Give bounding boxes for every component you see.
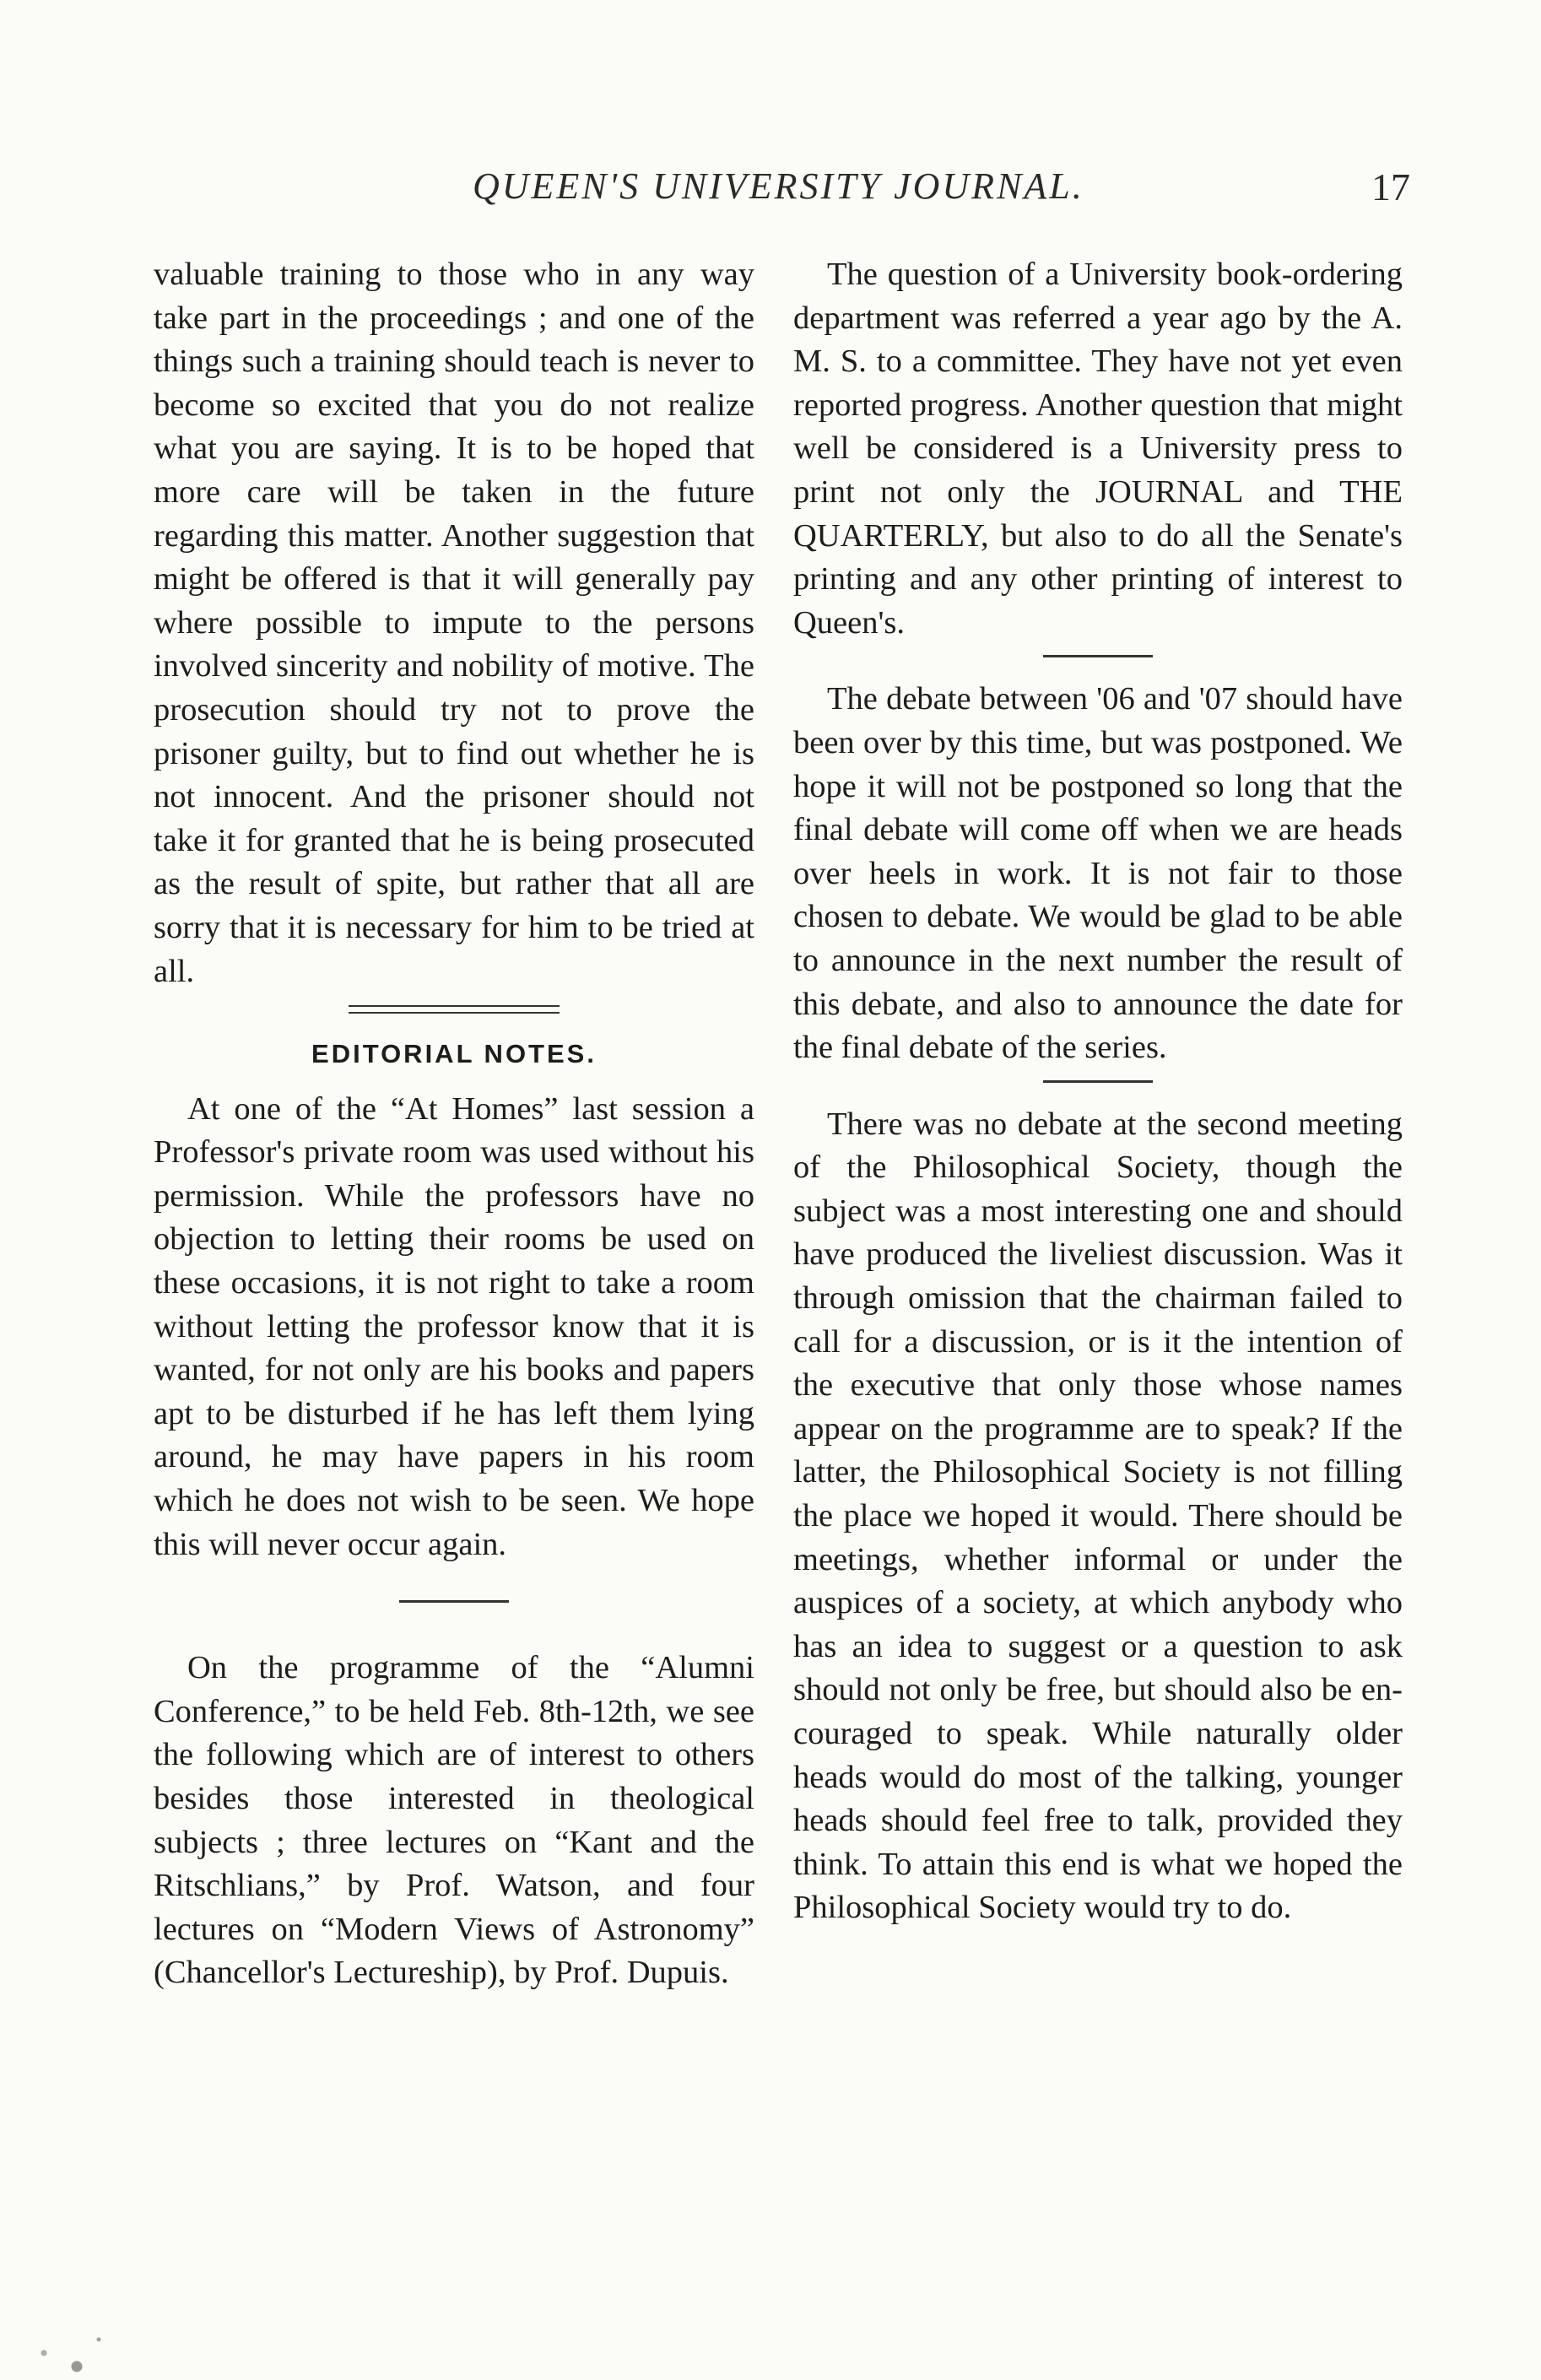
short-rule-divider: [1043, 1080, 1153, 1083]
continued-paragraph: valuable training to those who in any way take part in the proceedings ; and one of the things such a training should teach is never to become so excited that you do not realize what you are saying. It is to be hoped that more care will be taken in the future regarding this matter. Another suggestion that might be offered is that it will generally pay where possible to impute to the persons involved sincerity and nobility of motive. The prosecution should try not to prove the prisoner guilty, but to find out whether he is not innocent. And the prisoner should not take it for granted that he is being prosecuted as the result of spite, but rather that all are sorry that it is necessary for him to be tried at all.: [154, 257, 754, 989]
editorial-note-4: The debate between '06 and '07 should have been over by this time, but was postponed. We hope it will not be postponed so long that the final debate will come off when we are heads over heels in work. It is not fair to those chosen to debate. We would be glad to be able to announce in the next number the result of this debate, and also to announce the date for the final debate of the series.: [793, 681, 1403, 1066]
editorial-note-5: There was no debate at the second meeting of the Philosophical Society, though the subject was a most interesting one and should have produced the liveliest discussion. Was it through omission that the chairman failed to call for a discussion, or is it the intention of the executive that only those whose names appear on the programme are to speak? If the latter, the Philosophical Society is not filling the place we hoped it would. There should be meetings, whether informal or under the auspices of a society, at which anybody who has an idea to suggest or a question to ask should not only be free, but should also be encouraged to speak. While naturally older heads would do most of the talking, younger heads should feel free to talk, provided they think. To attain this end is what we hoped the Philosophical Society would try to do.: [793, 1106, 1403, 1926]
double-rule-divider: [349, 1005, 560, 1014]
left-column: [154, 253, 754, 1995]
paper-speckle-decoration: [0, 2245, 110, 2380]
page-number: 17: [1371, 165, 1410, 208]
short-rule-divider: [1043, 655, 1153, 657]
editorial-note-2: On the programme of the “Alumni Conference,” to be held Feb. 8th-12th, we see the following which are of interest to others besides those interested in theological subjects ; three lectures on “Kant and the Ritschlians,” by Prof. Watson, and four lectures on “Modern Views of Astronomy” (Chancellor's Lectureship), by Prof. Dupuis.: [154, 1650, 754, 1991]
running-title: QUEEN'S UNIVERSITY JOURNAL.: [473, 165, 1084, 207]
page-header: [0, 165, 1541, 224]
right-column: [793, 253, 1403, 1930]
editorial-note-3: The question of a University book-ordering department was referred a year ago by the A. M. S. to a committee. They have not yet even reported progress. Another question that might well be considered is a University press to print not only the JOURNAL and THE QUARTERLY, but also to do all the Senate's printing and any other printing of interest to Queen's.: [793, 257, 1403, 641]
short-rule-divider: [399, 1600, 509, 1603]
editorial-note-1: At one of the “At Homes” last session a Professor's private room was used without his permission. While the professors have no objection to letting their rooms be used on these occasions, it is not right to take a room without letting the professor know that it is wanted, for not only are his books and papers apt to be disturbed if he has left them lying around, he may have papers in his room which he does not wish to be seen. We hope this will never occur again.: [154, 1090, 754, 1562]
section-heading: EDITORIAL NOTES.: [311, 1039, 597, 1069]
